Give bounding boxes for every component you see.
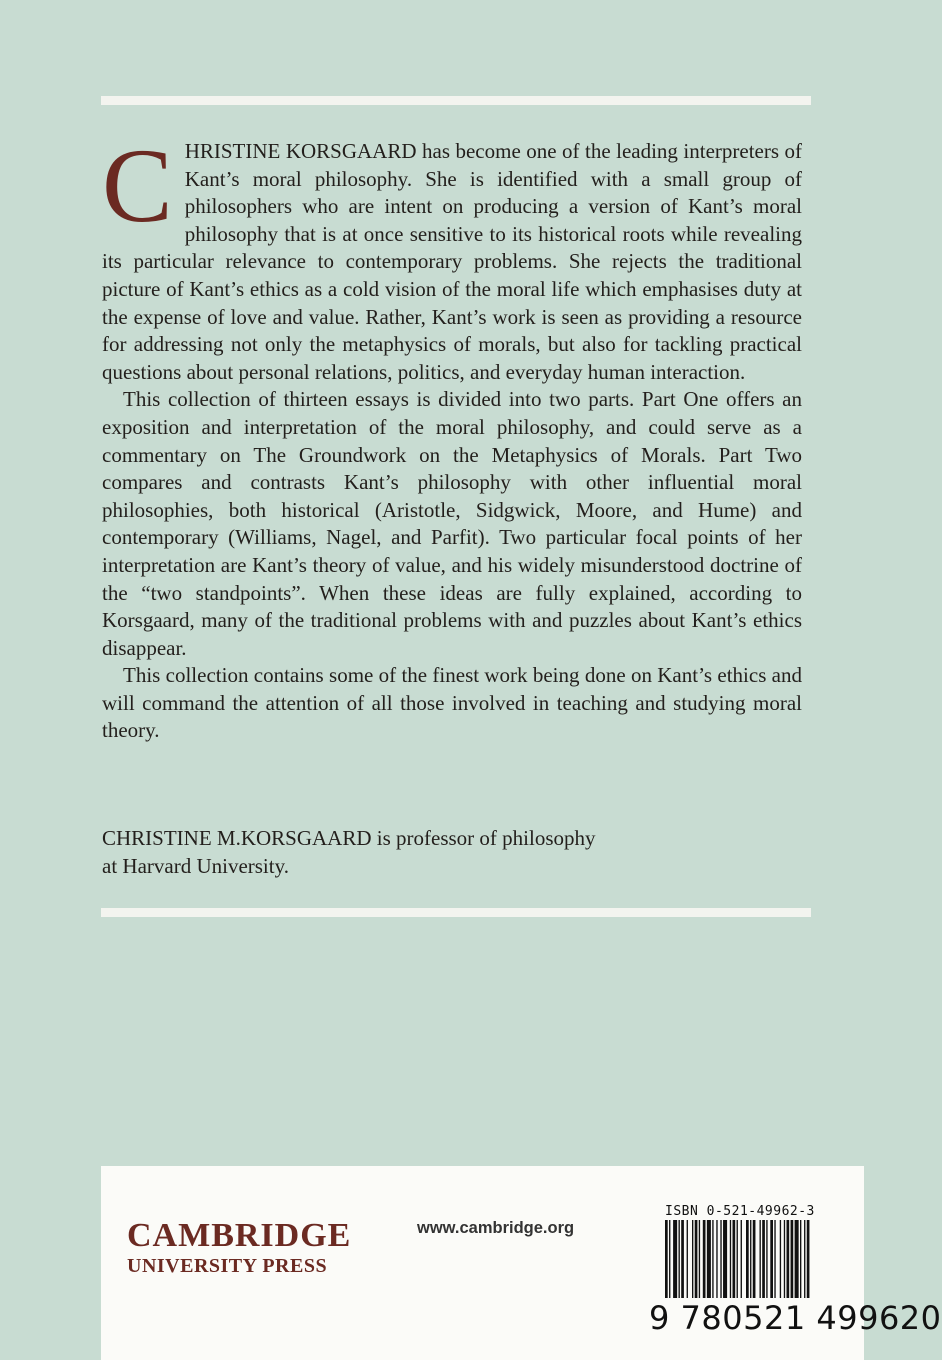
publisher-footer: [101, 1166, 942, 1360]
bottom-divider: [101, 908, 811, 917]
publisher-subtitle: UNIVERSITY PRESS: [127, 1255, 328, 1277]
drop-cap: C: [102, 127, 173, 244]
publisher-name: CAMBRIDGE: [127, 1217, 352, 1254]
blurb-paragraph-1-text: HRISTINE KORSGAARD has become one of the leading interpreters of Kant’s moral philosophy. She is identified with a small group of philosophers who are intent on producing a version of Kant’s moral philosophy that is at once sensitive to its historical roots while revealing its particular relevance to contemporary problems. She rejects the traditional picture of Kant’s ethics as a cold vision of the moral life which emphasises duty at the expense of love and value. Rather, Kant’s work is seen as providing a resource for addressing not only the metaphysics of morals, but also for tackling practical questions about personal relations, politics, and everyday human interaction.: [102, 139, 802, 384]
blurb-text: [102, 127, 802, 745]
blurb-paragraph-1: [102, 127, 802, 386]
website-url: www.cambridge.org: [417, 1219, 575, 1237]
publisher-logo: [127, 1218, 351, 1278]
author-bio-line-1: CHRISTINE M.KORSGAARD is professor of philosophy: [102, 826, 596, 850]
barcode-digits: 9 780521 499620: [649, 1299, 942, 1337]
barcode-icon: [665, 1220, 855, 1300]
top-divider: [101, 96, 811, 105]
author-bio: [102, 825, 702, 880]
isbn-label: ISBN 0-521-49962-3: [665, 1204, 815, 1219]
author-bio-line-2: at Harvard University.: [102, 853, 289, 878]
blurb-paragraph-3: This collection contains some of the finest work being done on Kant’s ethics and will command the attention of all those involved in teaching and studying moral theory.: [102, 663, 802, 743]
blurb-paragraph-2: This collection of thirteen essays is divided into two parts. Part One offers an exposition and interpretation of the moral philosophy, and could serve as a commentary on The Groundwork on the Metaphysics of Morals. Part Two compares and contrasts Kant’s philosophy with other influential moral philosophies, both historical (Aristotle, Sidgwick, Moore, and Hume) and contemporary (Williams, Nagel, and Parfit). Two particular focal points of her interpretation are Kant’s theory of value, and his widely misunderstood doctrine of the “two standpoints”. When these ideas are fully explained, according to Korsgaard, many of the traditional problems with and puzzles about Kant’s ethics disappear.: [102, 387, 802, 660]
